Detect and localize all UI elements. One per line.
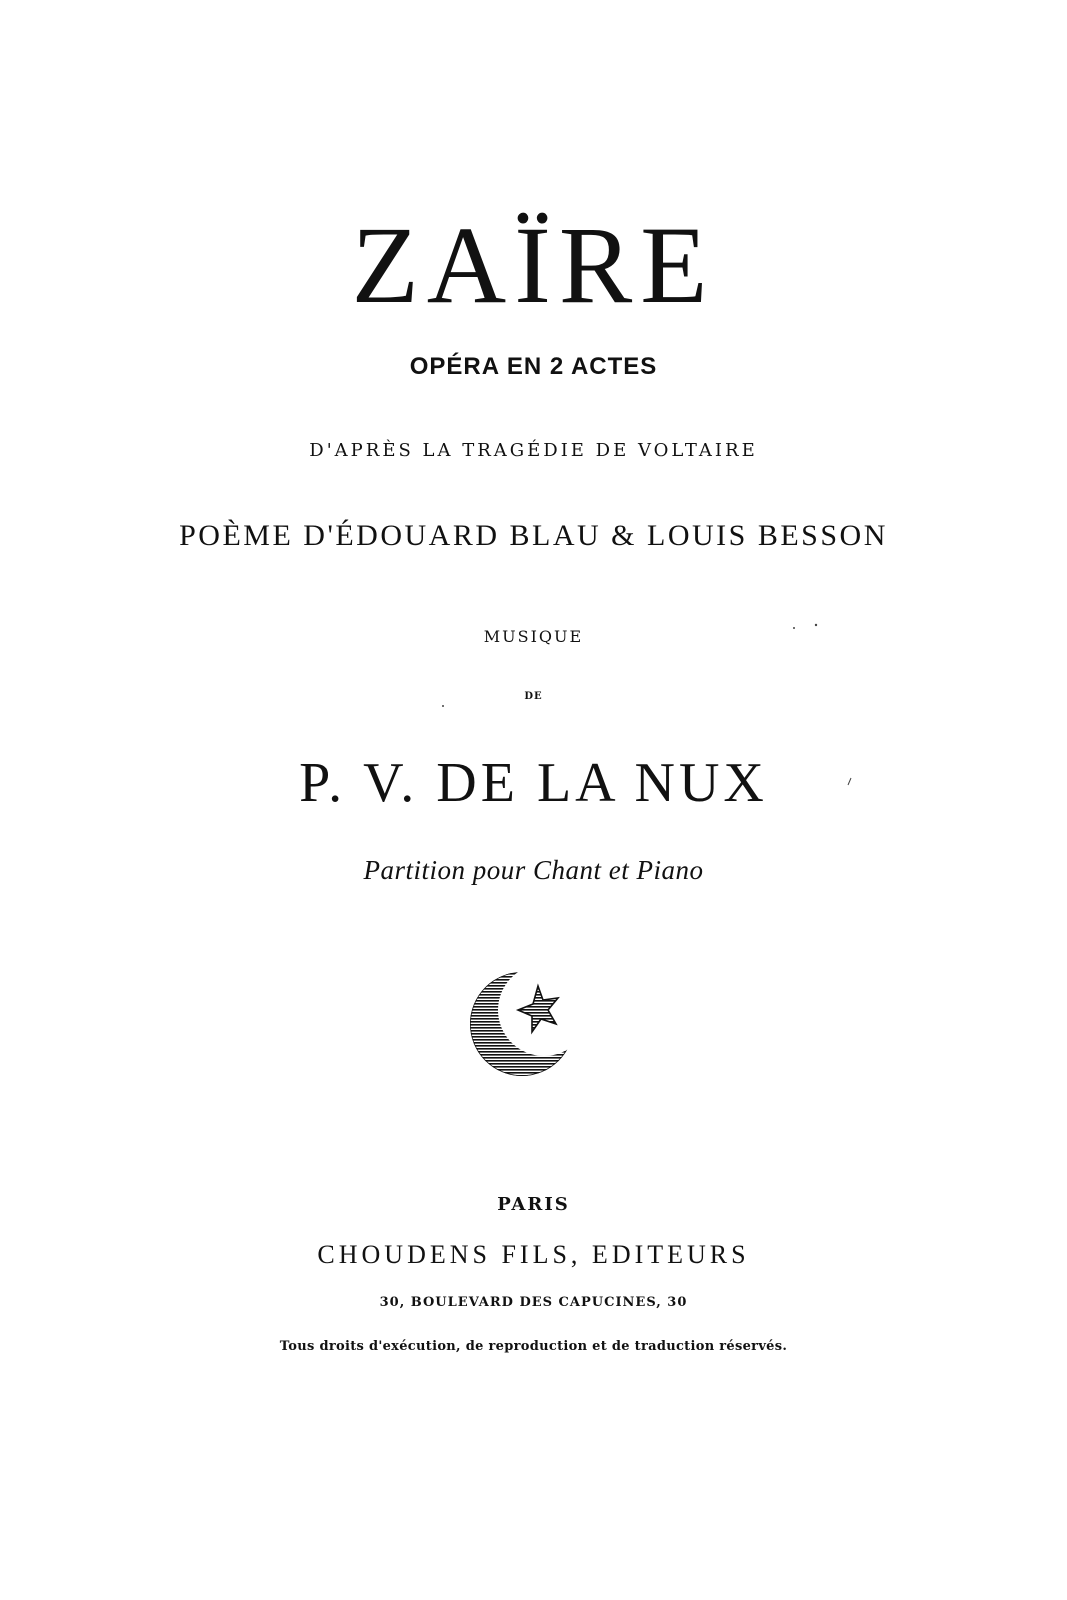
opera-subtitle: OPÉRA EN 2 ACTES — [409, 353, 658, 380]
by-label: DE — [524, 691, 543, 702]
music-label: MUSIQUE — [483, 627, 584, 646]
opera-title: ZAÏRE — [351, 204, 716, 326]
rights-notice: Tous droits d'exécution, de reproduction et de traduction réservés. — [279, 1339, 788, 1354]
edition-line: Partition pour Chant et Piano — [363, 855, 704, 885]
librettists-line: POÈME D'ÉDOUARD BLAU & LOUIS BESSON — [179, 519, 888, 552]
crescent-star-icon — [462, 970, 584, 1082]
publisher-name: CHOUDENS FILS, EDITEURS — [317, 1240, 750, 1269]
composer-name: P. V. DE LA NUX — [299, 752, 768, 814]
publisher-address: 30, BOULEVARD DES CAPUCINES, 30 — [379, 1295, 688, 1310]
publisher-city: PARIS — [497, 1194, 570, 1215]
source-line: D'APRÈS LA TRAGÉDIE DE VOLTAIRE — [309, 440, 758, 461]
